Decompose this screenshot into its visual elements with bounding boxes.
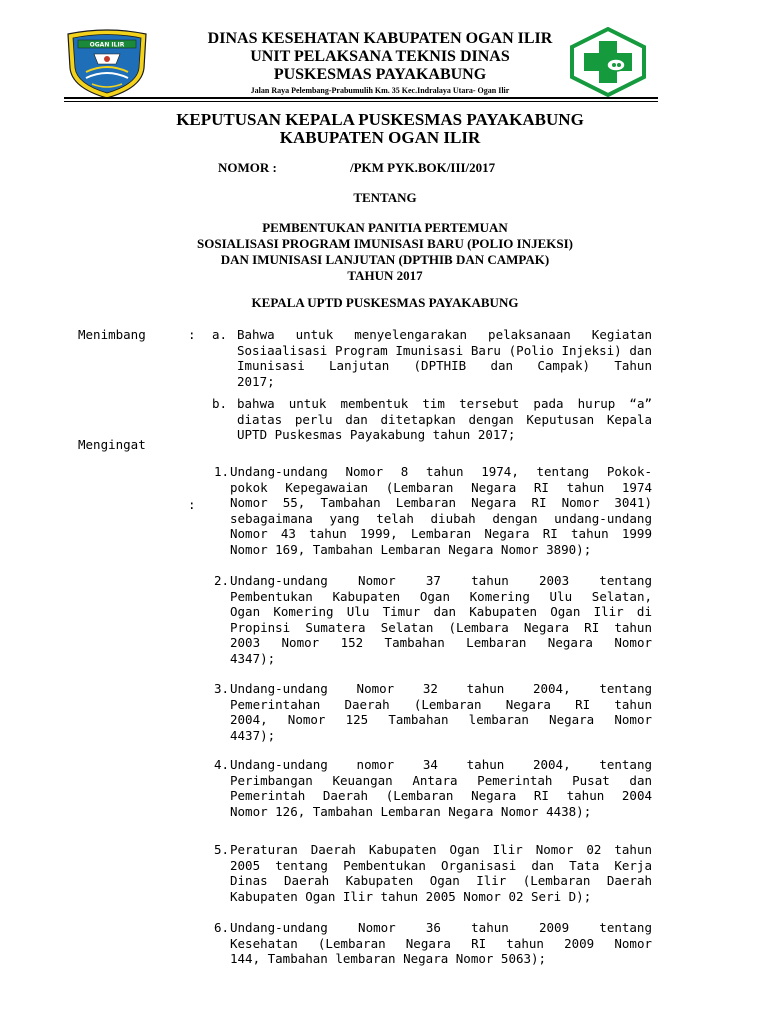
nomor-value: /PKM PYK.BOK/III/2017 xyxy=(350,160,496,175)
mengingat-label: Mengingat xyxy=(78,437,146,452)
subject-line-4: TAHUN 2017 xyxy=(347,268,423,283)
emblem-text: OGAN ILIR xyxy=(89,41,125,49)
header-rule-thin xyxy=(64,101,658,102)
nomor-label: NOMOR : xyxy=(218,160,277,175)
mengingat-marker-1: 1. xyxy=(214,464,230,479)
mengingat-item-3: Undang-undang Nomor 32 tahun 2004, tentang Pemerintahan Daerah (Lembaran Negara RI tahun 2004, Nomor 125 Tambahan lembaran Negara Nomor 4437); xyxy=(230,681,652,743)
header-rule-thick xyxy=(64,97,658,99)
mengingat-marker-4: 4. xyxy=(214,757,230,772)
mengingat-item-2: Undang-undang Nomor 37 tahun 2003 tentang Pembentukan Kabupaten Ogan Komering Ulu Selatan, Ogan Komering Ulu Timur dan Kabupaten Ogan Ilir di Propinsi Sumatera Selatan (Lembara Negara RI tahun 2003 Nomor 152 Tambahan Lembaran Negara Nomor 4347); xyxy=(230,573,652,666)
mengingat-marker-2: 2. xyxy=(214,573,230,588)
menimbang-item-a: Bahwa untuk menyelengarakan pelaksanaan Kegiatan Sosiaalisasi Program Imunisasi Baru (Polio Injeksi) dan Imunisasi Lanjutan (DPTHIB dan Campak) Tahun 2017; xyxy=(237,327,652,389)
mengingat-item-1: Undang-undang Nomor 8 tahun 1974, tentang Pokok- pokok Kepegawaian (Lembaran Negara RI tahun 1974 Nomor 55, Tambahan Lembaran Negara RI Nomor 3041) sebagaimana yang telah diubah dengan undang-undang Nomor 43 tahun 1999, Lembaran Negara RI tahun 1999 Nomor 169, Tambahan Lembaran Negara Nomor 3890); xyxy=(230,464,652,557)
header-line-2: UNIT PELAKSANA TEKNIS DINAS xyxy=(250,48,510,65)
decree-title-line-1: KEPUTUSAN KEPALA PUSKESMAS PAYAKABUNG xyxy=(176,110,584,129)
header-line-3: PUSKESMAS PAYAKABUNG xyxy=(273,66,487,83)
header-address: Jalan Raya Pelembang-Prabumulih Km. 35 Kec.Indralaya Utara- Ogan Ilir xyxy=(250,86,510,95)
menimbang-marker-a: a. xyxy=(212,327,228,342)
subject-line-3: DAN IMUNISASI LANJUTAN (DPTHIB DAN CAMPAK) xyxy=(220,252,550,267)
mengingat-marker-5: 5. xyxy=(214,842,230,857)
mengingat-item-5: Peraturan Daerah Kabupaten Ogan Ilir Nomor 02 tahun 2005 tentang Pembentukan Organisasi dan Tata Kerja Dinas Daerah Kabupaten Ogan Ilir (Lembaran Daerah Kabupaten Ogan Ilir tahun 2005 Nomor 02 Seri D); xyxy=(230,842,652,904)
menimbang-item-b: bahwa untuk membentuk tim tersebut pada hurup “a” diatas perlu dan ditetapkan dengan Keputusan Kepala UPTD Puskesmas Payakabung tahun 2017; xyxy=(237,396,652,443)
mengingat-item-6: Undang-undang Nomor 36 tahun 2009 tentang Kesehatan (Lembaran Negara RI tahun 2009 Nomor 144, Tambahan lembaran Negara Nomor 5063); xyxy=(230,920,652,967)
ogan-ilir-emblem-icon xyxy=(64,28,150,100)
decree-title-line-2: KABUPATEN OGAN ILIR xyxy=(279,128,481,147)
menimbang-marker-b: b. xyxy=(212,396,228,411)
menimbang-label: Menimbang xyxy=(78,327,146,342)
header-line-1: DINAS KESEHATAN KABUPATEN OGAN ILIR xyxy=(207,30,553,47)
subject-line-2: SOSIALISASI PROGRAM IMUNISASI BARU (POLIO INJEKSI) xyxy=(197,236,573,251)
kepala-heading: KEPALA UPTD PUSKESMAS PAYAKABUNG xyxy=(251,295,519,310)
tentang-heading: TENTANG xyxy=(353,190,417,205)
menimbang-colon: : xyxy=(188,327,196,342)
subject-line-1: PEMBENTUKAN PANITIA PERTEMUAN xyxy=(262,220,508,235)
mengingat-item-4: Undang-undang nomor 34 tahun 2004, tentang Perimbangan Keuangan Antara Pemerintah Pusat dan Pemerintah Daerah (Lembaran Negara RI tahun 2004 Nomor 126, Tambahan Lembaran Negara Nomor 4438); xyxy=(230,757,652,819)
mengingat-marker-3: 3. xyxy=(214,681,230,696)
mengingat-colon: : xyxy=(188,497,196,512)
mengingat-marker-6: 6. xyxy=(214,920,230,935)
puskesmas-logo-icon xyxy=(568,27,648,97)
